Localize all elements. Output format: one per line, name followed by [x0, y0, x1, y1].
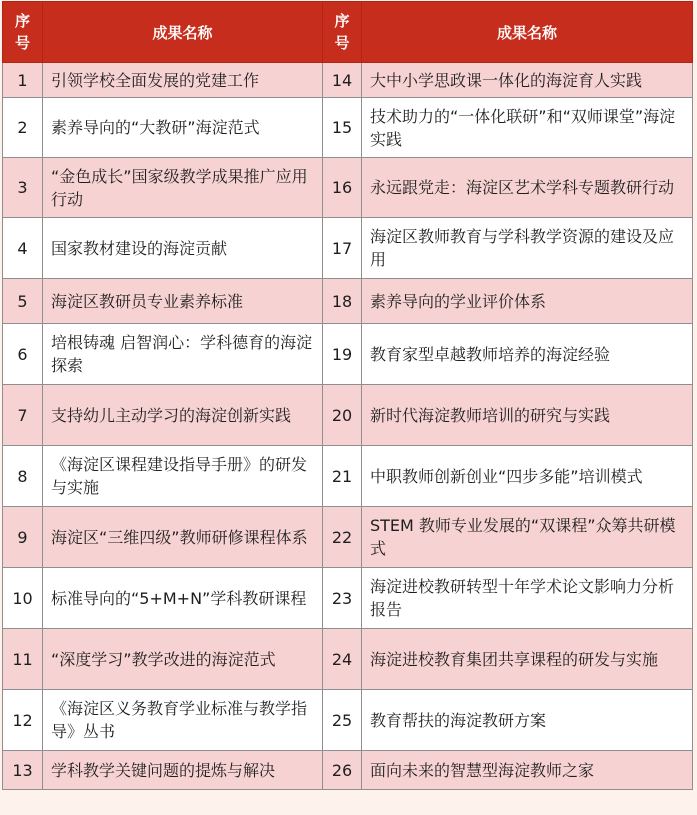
table-row — [3, 218, 693, 279]
achievement-name-right: 永远跟党走：海淀区艺术学科专题教研行动 — [362, 158, 693, 218]
row-number-left: 1 — [3, 63, 43, 98]
row-number-left: 11 — [3, 629, 43, 690]
table-row — [3, 324, 693, 385]
achievement-name-left: 海淀区“三维四级”教师研修课程体系 — [43, 507, 323, 568]
achievement-name-left: 支持幼儿主动学习的海淀创新实践 — [43, 385, 323, 446]
row-number-left: 7 — [3, 385, 43, 446]
header-no-char-1: 序 — [14, 12, 30, 30]
results-table — [2, 1, 693, 790]
row-number-left: 12 — [3, 690, 43, 751]
row-number-right: 22 — [323, 507, 362, 568]
table-row — [3, 158, 693, 218]
row-number-left: 13 — [3, 751, 43, 790]
row-number-right: 24 — [323, 629, 362, 690]
row-number-right: 21 — [323, 446, 362, 507]
row-number-left: 9 — [3, 507, 43, 568]
table-row — [3, 98, 693, 158]
row-number-right: 25 — [323, 690, 362, 751]
row-number-right: 16 — [323, 158, 362, 218]
achievement-name-left: 《海淀区课程建设指导手册》的研发与实施 — [43, 446, 323, 507]
table-row — [3, 507, 693, 568]
row-number-left: 8 — [3, 446, 43, 507]
achievement-name-right: 海淀区教师教育与学科教学资源的建设及应用 — [362, 218, 693, 279]
row-number-left: 5 — [3, 279, 43, 324]
achievement-name-left: 《海淀区义务教育学业标准与教学指导》丛书 — [43, 690, 323, 751]
table-row — [3, 629, 693, 690]
achievement-name-left: 素养导向的“大教研”海淀范式 — [43, 98, 323, 158]
row-number-right: 18 — [323, 279, 362, 324]
achievement-name-right: 技术助力的“一体化联研”和“双师课堂”海淀实践 — [362, 98, 693, 158]
row-number-left: 6 — [3, 324, 43, 385]
achievement-name-left: “金色成长”国家级教学成果推广应用行动 — [43, 158, 323, 218]
table-row — [3, 446, 693, 507]
achievement-name-right: 新时代海淀教师培训的研究与实践 — [362, 385, 693, 446]
achievement-name-left: 海淀区教研员专业素养标准 — [43, 279, 323, 324]
achievement-name-right: 教育家型卓越教师培养的海淀经验 — [362, 324, 693, 385]
header-name-right: 成果名称 — [362, 2, 693, 63]
row-number-right: 17 — [323, 218, 362, 279]
header-no-right — [323, 2, 362, 63]
achievement-name-left: 国家教材建设的海淀贡献 — [43, 218, 323, 279]
row-number-right: 26 — [323, 751, 362, 790]
table-header-row — [3, 2, 693, 63]
achievement-name-right: 大中小学思政课一体化的海淀育人实践 — [362, 63, 693, 98]
row-number-right: 23 — [323, 568, 362, 629]
header-no-char-2: 号 — [14, 34, 30, 52]
table-row — [3, 63, 693, 98]
header-no-left — [3, 2, 43, 63]
table-row — [3, 385, 693, 446]
achievement-name-right: 素养导向的学业评价体系 — [362, 279, 693, 324]
row-number-left: 4 — [3, 218, 43, 279]
row-number-right: 19 — [323, 324, 362, 385]
achievement-name-right: 海淀进校教育集团共享课程的研发与实施 — [362, 629, 693, 690]
achievement-name-right: STEM 教师专业发展的“双课程”众筹共研模式 — [362, 507, 693, 568]
table-row — [3, 279, 693, 324]
row-number-right: 20 — [323, 385, 362, 446]
achievement-name-left: 标准导向的“5+M+N”学科教研课程 — [43, 568, 323, 629]
row-number-left: 2 — [3, 98, 43, 158]
achievement-name-left: “深度学习”教学改进的海淀范式 — [43, 629, 323, 690]
achievement-name-left: 学科教学关键问题的提炼与解决 — [43, 751, 323, 790]
row-number-left: 3 — [3, 158, 43, 218]
achievement-name-right: 教育帮扶的海淀教研方案 — [362, 690, 693, 751]
achievement-name-right: 海淀进校教研转型十年学术论文影响力分析报告 — [362, 568, 693, 629]
row-number-left: 10 — [3, 568, 43, 629]
row-number-right: 15 — [323, 98, 362, 158]
achievement-name-left: 培根铸魂 启智润心：学科德育的海淀探索 — [43, 324, 323, 385]
table-row — [3, 751, 693, 790]
achievement-name-right: 面向未来的智慧型海淀教师之家 — [362, 751, 693, 790]
header-no-char-1: 序 — [334, 12, 350, 30]
achievement-name-right: 中职教师创新创业“四步多能”培训模式 — [362, 446, 693, 507]
achievement-name-left: 引领学校全面发展的党建工作 — [43, 63, 323, 98]
header-name-left: 成果名称 — [43, 2, 323, 63]
table-row — [3, 690, 693, 751]
header-no-char-2: 号 — [334, 34, 350, 52]
row-number-right: 14 — [323, 63, 362, 98]
table-row — [3, 568, 693, 629]
